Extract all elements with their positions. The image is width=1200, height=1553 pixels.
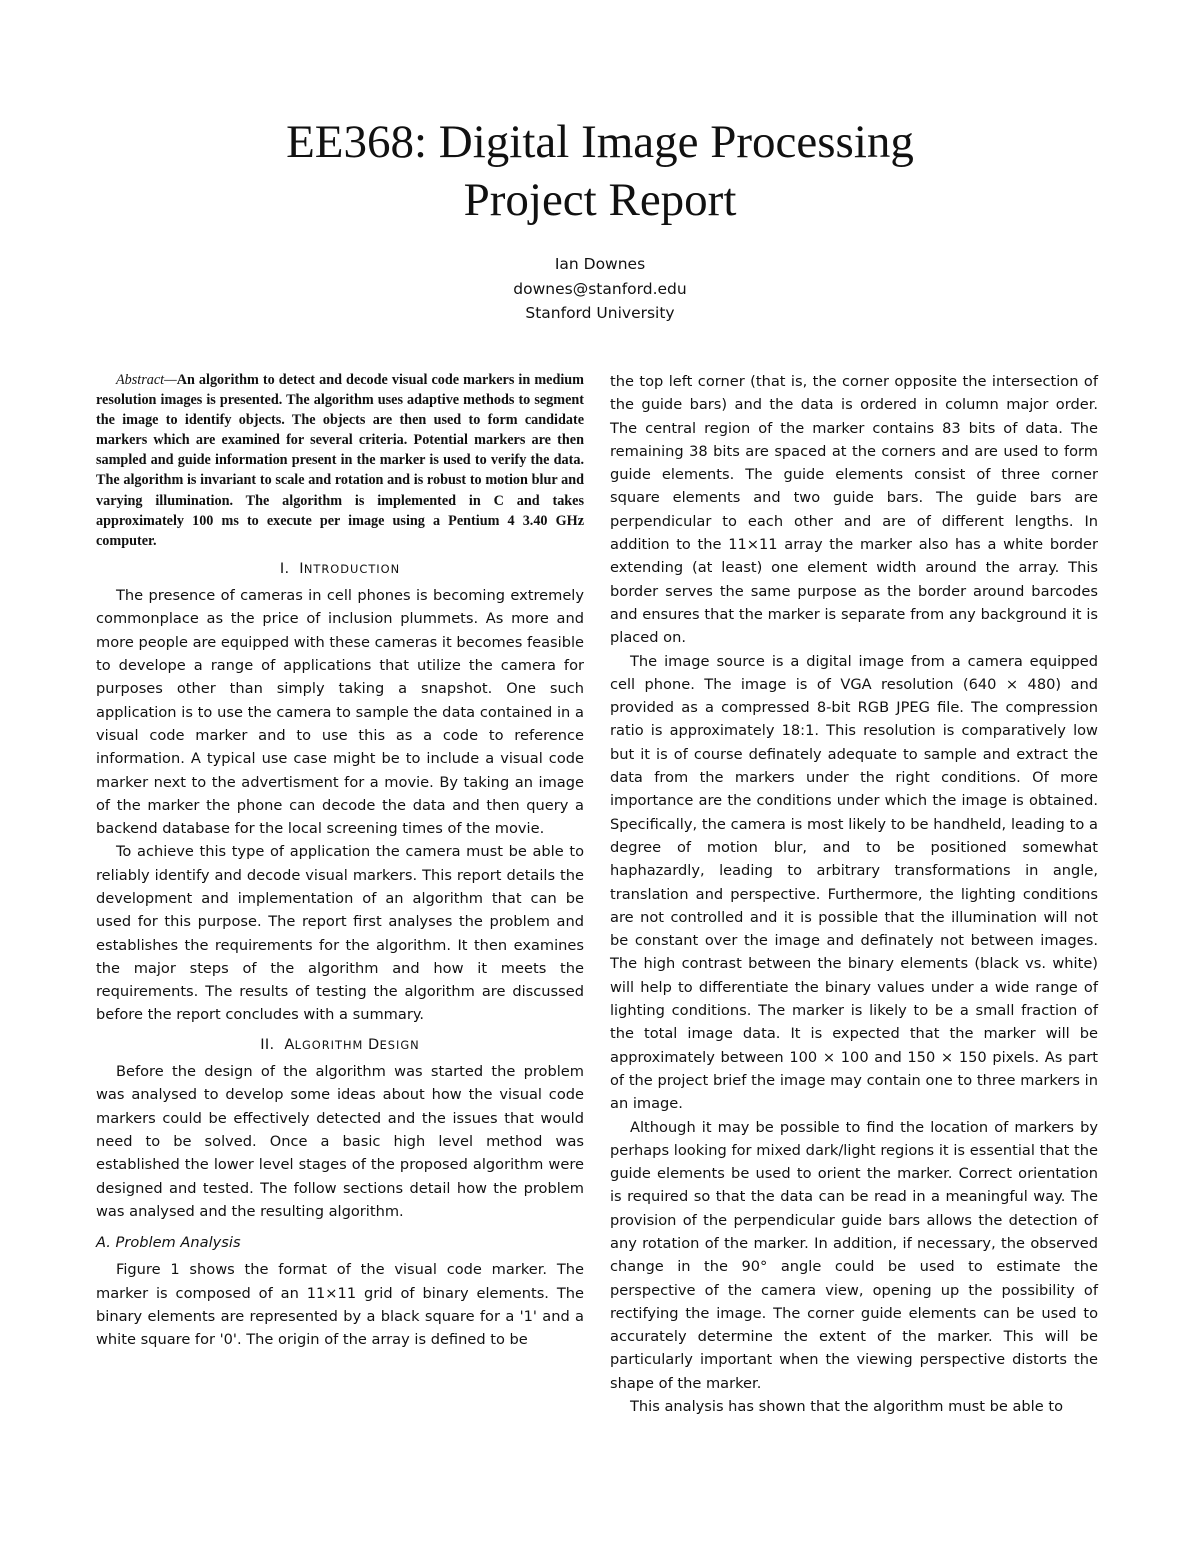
analysis-paragraph-1-continued: the top left corner (that is, the corner opposite the intersection of the guide bars) and the data is ordered in column major order. The central region of the marker contains 83 bits of data. The remaining 38 bits are spaced at the corners and are used to form guide elements. The guide elements consist of three corner square elements and two guide bars. The guide bars are perpendicular to each other and are of different lengths. In addition to the 11×11 array the marker also has a white border extending (at least) one element width around the array. This border serves the same purpose as the border around barcodes and ensures that the marker is separate from any background it is placed on. [610, 373, 1098, 647]
title-line-1: EE368: Digital Image Processing [286, 116, 914, 168]
section-heading-algorithm-design: II. ALGORITHM DESIGN [260, 1035, 420, 1053]
title-line-2: Project Report [463, 174, 737, 226]
intro-paragraph-1: The presence of cameras in cell phones is becoming extremely commonplace as the price of inclusion plummets. As more and more people are equipped with these cameras it becomes feasible to develope a range of applications that utilize the camera for purposes other than simply taking a snapshot. One such application is to use the camera to sample the data contained in a visual code marker and to use this as a code to reference information. A typical use case might be to include a visual code marker next to the advertisment for a movie. By taking an image of the marker the phone can decode the data and then query a backend database for the local screening times of the movie. [96, 587, 584, 838]
author-affiliation: Stanford University [525, 304, 675, 322]
author-block [0, 252, 1200, 326]
author-name: Ian Downes [554, 255, 646, 273]
analysis-paragraph-3: Although it may be possible to find the location of markers by perhaps looking for mixed dark/light regions it is essential that the guide elements be used to orient the marker. Correct orientation is required so that the data can be read in a meaningful way. The provision of the perpendicular guide bars allows the detection of any rotation of the marker. In addition, if necessary, the observed change in the 90° angle could be used to estimate the perspective of the camera view, opening up the possibility of rectifying the image. The corner guide elements can be used to accurately determine the extent of the marker. This will be particularly important when the viewing perspective distorts the shape of the marker. [610, 1118, 1098, 1392]
abstract-dash: — [164, 372, 177, 388]
left-column [96, 370, 584, 1352]
abstract-label: Abstract [116, 372, 165, 388]
right-column [610, 370, 1098, 1418]
author-email: downes@stanford.edu [513, 279, 687, 298]
analysis-paragraph-4: This analysis has shown that the algorithm must be able to [630, 1398, 1064, 1416]
section-heading-introduction: I. INTRODUCTION [279, 559, 401, 577]
analysis-paragraph-2: The image source is a digital image from a camera equipped cell phone. The image is of VGA resolution (640 × 480) and provided as a compressed 8-bit RGB JPEG file. The compression ratio is approximately 18:1. This resolution is comparatively low but it is of course definately adequate to sample and extract the data from the markers under the right conditions. Of more importance are the conditions under which the image is obtained. Specifically, the camera is most likely to be handheld, leading to a degree of motion blur, and to be positioned somewhat haphazardly, leading to arbitrary transformations in angle, translation and perspective. Furthermore, the lighting conditions are not controlled and it is possible that the illumination will not be constant over the image and definately not between images. The high contrast between the binary elements (black vs. white) will help to differentiate the binary values under a wide range of lighting conditions. The marker is likely to be a small fraction of the total image data. It is expected that the marker will be approximately between 100 × 100 and 150 × 150 pixels. As part of the project brief the image may contain one to three markers in an image. [610, 652, 1098, 1113]
design-paragraph-1: Before the design of the algorithm was started the problem was analysed to develop some ideas about how the visual code markers could be effectively detected and the issues that would need to be solved. Once a basic high level method was established the lower level stages of the proposed algorithm were designed and tested. The follow sections detail how the problem was analysed and the resulting algorithm. [96, 1063, 584, 1220]
abstract-text: An algorithm to detect and decode visual code markers in medium resolution images is presented. The algorithm uses adaptive methods to segment the image to identify objects. The objects are then used to form candidate markers which are examined for several criteria. Potential markers are then sampled and guide information present in the marker is used to verify the data. The algorithm is invariant to scale and rotation and is robust to motion blur and varying illumination. The algorithm is implemented in C and takes approximately 100 ms to execute per image using a Pentium 4 3.40 GHz computer. [96, 372, 584, 549]
abstract [96, 370, 584, 551]
paper-title [0, 113, 1200, 229]
intro-paragraph-2: To achieve this type of application the camera must be able to reliably identify and decode visual markers. This report details the development and implementation of an algorithm that can be used for this purpose. The report first analyses the problem and establishes the requirements for the algorithm. It then examines the major steps of the algorithm and how it meets the requirements. The results of testing the algorithm are discussed before the report concludes with a summary. [96, 843, 584, 1024]
analysis-paragraph-1: Figure 1 shows the format of the visual code marker. The marker is composed of an 11×11 grid of binary elements. The binary elements are represented by a black square for a '1' and a white square for '0'. The origin of the array is defined to be [96, 1261, 584, 1349]
subsection-heading-problem-analysis: A. Problem Analysis [96, 1234, 241, 1252]
